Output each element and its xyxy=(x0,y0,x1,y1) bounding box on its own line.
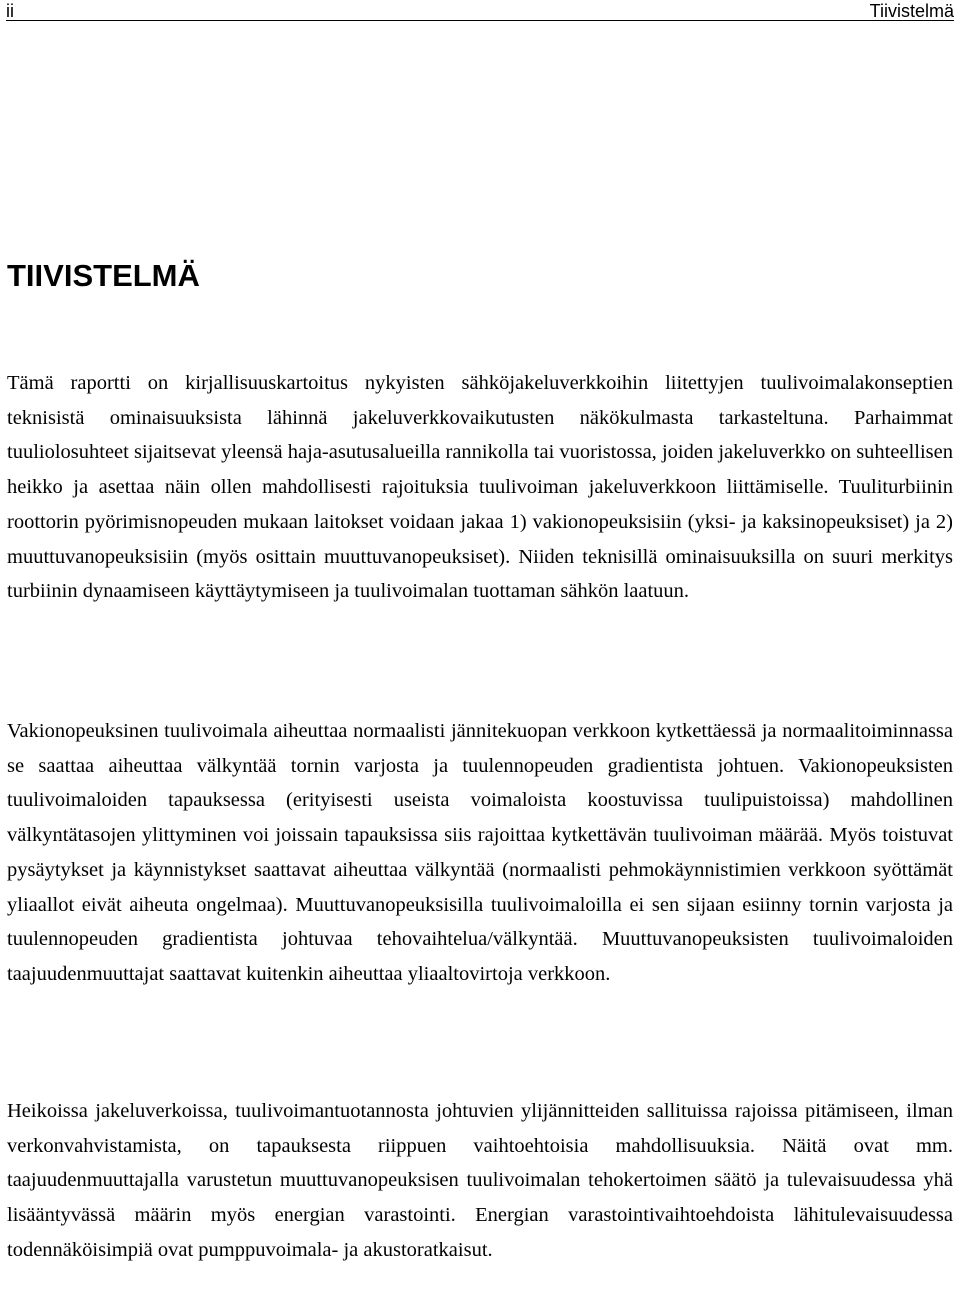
paragraph-2: Vakionopeuksinen tuulivoimala aiheuttaa normaalisti jännitekuopan verkkoon kytkettäessä ja normaalitoiminnassa se saattaa aiheuttaa välkyntää tornin varjosta ja tuulennopeuden gradientista johtuen. Vakionopeuksisten tuulivoimaloiden tapauksessa (erityisesti useista voimaloista koostuvissa tuulipuistoissa) mahdollinen välkyntätasojen ylittyminen voi joissain tapauksissa siis rajoittaa kytkettävän tuulivoiman määrää. Myös toistuvat pysäytykset ja käynnistykset saattavat aiheuttaa välkyntää (normaalisti pehmokäynnistimien verkkoon syöttämät yliaallot eivät aiheuta ongelmaa). Muuttuvanopeuksisilla tuulivoimaloilla ei sen sijaan esiinny tornin varjosta ja tuulennopeuden gradientista johtuvaa tehovaihtelua/välkyntää. Muuttuvanopeuksisten tuulivoimaloiden taajuudenmuuttajat saattavat kuitenkin aiheuttaa yliaaltovirtoja verkkoon. xyxy=(7,720,953,985)
paragraph-1: Tämä raportti on kirjallisuuskartoitus nykyisten sähköjakeluverkkoihin liitettyjen tuulivoimalakonseptien teknisistä ominaisuuksista lähinnä jakeluverkkovaikutusten näkökulmasta tarkasteltuna. Parhaimmat tuuliolosuhteet sijaitsevat yleensä haja-asutusalueilla rannikolla tai vuoristossa, joiden jakeluverkko on suhteellisen heikko ja asettaa näin ollen mahdollisesti rajoituksia tuulivoiman jakeluverkkoon liittämiselle. Tuuliturbiinin roottorin pyörimisnopeuden mukaan laitokset voidaan jakaa 1) vakionopeuksisiin (yksi- ja kaksinopeuksiset) ja 2) muuttuvanopeuksisiin (myös osittain muuttuvanopeuksiset). Niiden teknisillä ominaisuuksilla on suuri merkitys turbiinin dynaamiseen käyttäytymiseen ja tuulivoimalan tuottaman sähkön laatuun. xyxy=(7,372,953,603)
section-title: TIIVISTELMÄ xyxy=(7,258,200,293)
page-number: ii xyxy=(6,1,14,21)
paragraph-3: Heikoissa jakeluverkoissa, tuulivoimantuotannosta johtuvien ylijännitteiden sallituissa rajoissa pitämiseen, ilman verkonvahvistamista, on tapauksesta riippuen vaihtoehtoisia mahdollisuuksia. Näitä ovat mm. taajuudenmuuttajalla varustetun muuttuvanopeuksisen tuulivoimalan tehokertoimen säätö ja tulevaisuudessa yhä lisääntyvässä määrin myös energian varastointi. Energian varastointivaihtoehdoista lähitulevaisuudessa todennäköisimpiä ovat pumppuvoimala- ja akustoratkaisut. xyxy=(7,1100,953,1261)
paragraph-3-container xyxy=(7,1094,953,1268)
paragraph-1-container xyxy=(7,366,953,609)
running-title: Tiivistelmä xyxy=(869,1,954,21)
page-header xyxy=(6,0,954,21)
paragraph-2-container xyxy=(7,714,953,992)
